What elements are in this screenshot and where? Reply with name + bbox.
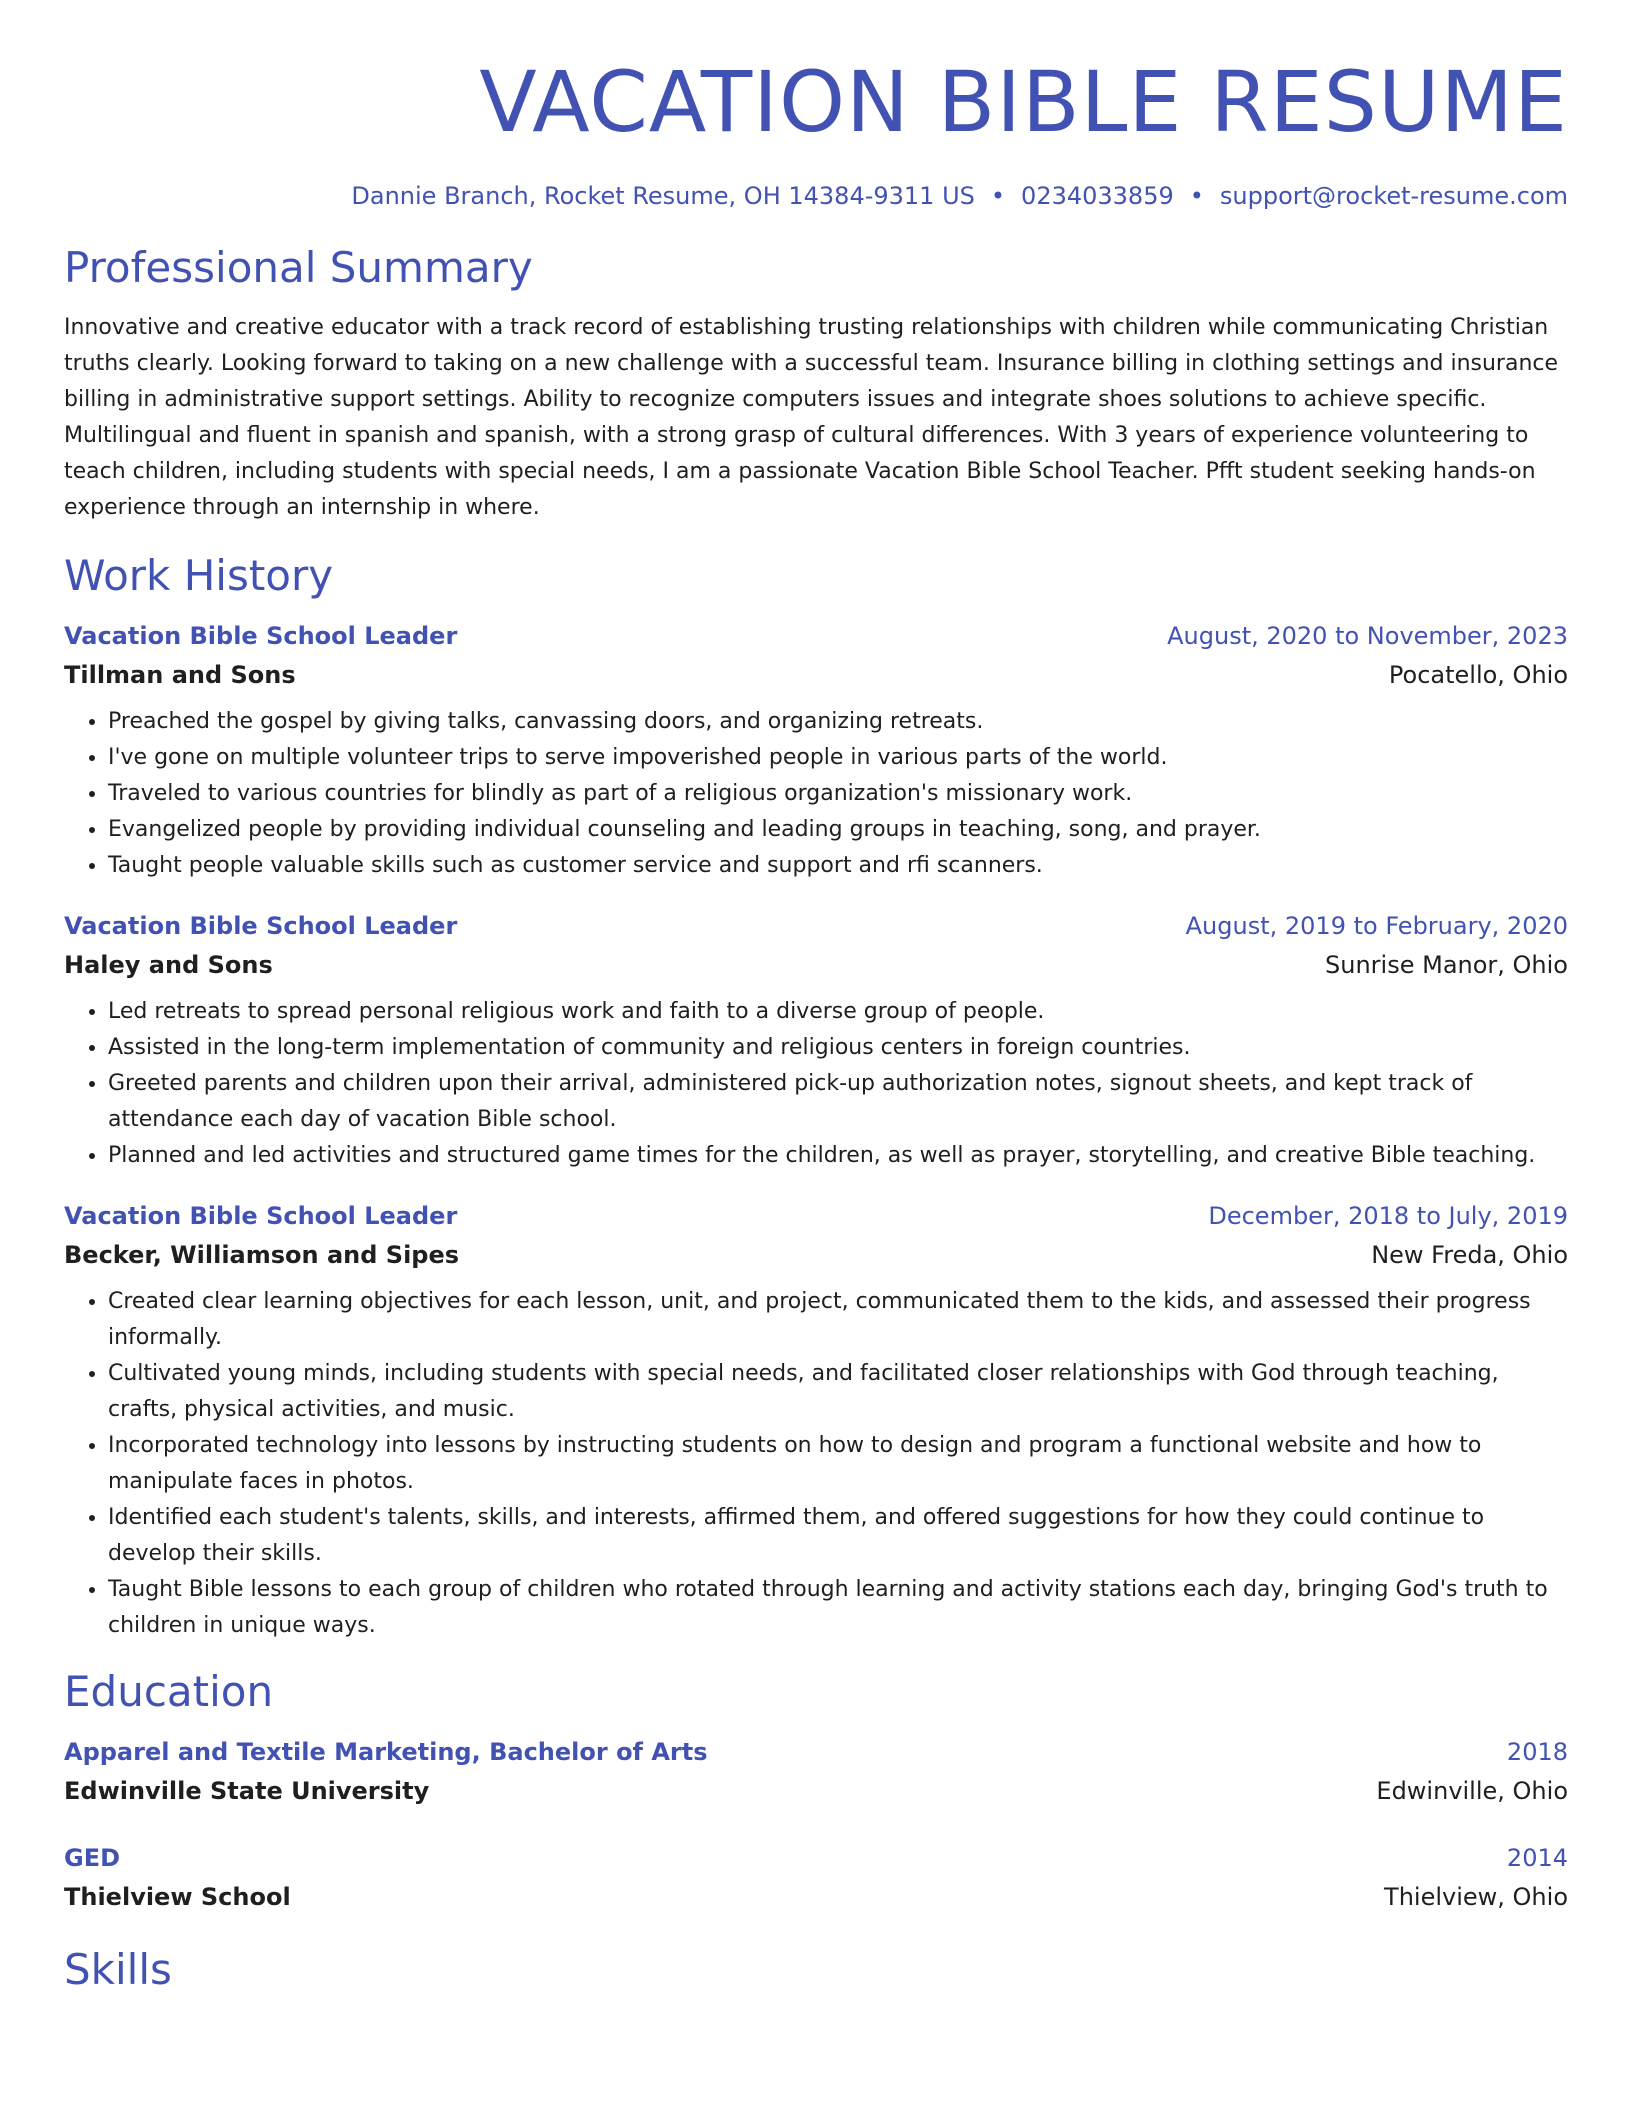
- contact-line: [64, 180, 1568, 212]
- job-bullet: • Created clear learning objectives for each lesson, unit, and project, communicated them to the kids, and assessed their progress informally.: [108, 1284, 1568, 1356]
- contact-address: Dannie Branch, Rocket Resume, OH 14384-9311 US: [351, 182, 975, 210]
- job-bullet: • Assisted in the long-term implementation of community and religious centers in foreign countries.: [108, 1030, 1568, 1066]
- section-title-skills: Skills: [64, 1945, 172, 1994]
- job-location: New Freda, Ohio: [1371, 1241, 1568, 1269]
- job-entry: [64, 906, 1568, 1174]
- education-school: Thielview School: [64, 1883, 291, 1911]
- education-degree: Apparel and Textile Marketing, Bachelor of Arts: [64, 1738, 708, 1766]
- resume-header: [64, 0, 1568, 212]
- summary-text: Innovative and creative educator with a track record of establishing trusting relationships with children while communicating Christian truths clearly. Looking forward to taking on a new challenge with a successful team. Insurance billing in clothing settings and insurance billing in administrative support settings. Ability to recognize computers issues and integrate shoes solutions to achieve specific. Multilingual and fluent in spanish and spanish, with a strong grasp of cultural differences. With 3 years of experience volunteering to teach children, including students with special needs, I am a passionate Vacation Bible School Teacher. Pfft student seeking hands-on experience through an internship in where.: [64, 315, 1559, 520]
- job-bullet: • Taught people valuable skills such as customer service and support and rfi scanners.: [108, 848, 1568, 884]
- education-degree: GED: [64, 1844, 121, 1872]
- job-bullet: • Evangelized people by providing individual counseling and leading groups in teaching, song, and prayer.: [108, 812, 1568, 848]
- education-year: 2014: [1506, 1844, 1568, 1872]
- job-bullets: [64, 1284, 1568, 1644]
- job-bullet: • Greeted parents and children upon their arrival, administered pick-up authorization notes, signout sheets, and kept track of attendance each day of vacation Bible school.: [108, 1066, 1568, 1138]
- education-entry: [64, 1838, 1568, 1916]
- contact-phone: 0234033859: [1021, 182, 1174, 210]
- job-bullet: • Planned and led activities and structured game times for the children, as well as prayer, storytelling, and creative Bible teaching.: [108, 1138, 1568, 1174]
- job-company: Becker, Williamson and Sipes: [64, 1241, 460, 1269]
- education-school: Edwinville State University: [64, 1777, 430, 1805]
- contact-separator: •: [990, 182, 1006, 210]
- section-title-education: Education: [64, 1667, 274, 1716]
- job-bullet: • Taught Bible lessons to each group of children who rotated through learning and activity stations each day, bringing God's truth to children in unique ways.: [108, 1572, 1568, 1644]
- job-entry: [64, 1196, 1568, 1644]
- job-bullet: • Identified each student's talents, skills, and interests, affirmed them, and offered suggestions for how they could continue to develop their skills.: [108, 1500, 1568, 1572]
- job-bullet: • Traveled to various countries for blindly as part of a religious organization's missionary work.: [108, 776, 1568, 812]
- job-bullet: • Cultivated young minds, including students with special needs, and facilitated closer relationships with God through teaching, crafts, physical activities, and music.: [108, 1356, 1568, 1428]
- job-dates: August, 2019 to February, 2020: [1185, 912, 1568, 940]
- contact-separator: •: [1189, 182, 1204, 210]
- job-role: Vacation Bible School Leader: [64, 622, 458, 650]
- job-location: Pocatello, Ohio: [1388, 661, 1568, 689]
- section-title-summary: Professional Summary: [64, 243, 533, 292]
- job-location: Sunrise Manor, Ohio: [1325, 951, 1568, 979]
- education-year: 2018: [1506, 1738, 1568, 1766]
- job-role: Vacation Bible School Leader: [64, 912, 458, 940]
- job-bullet: • Preached the gospel by giving talks, canvassing doors, and organizing retreats.: [108, 704, 1568, 740]
- education-location: Edwinville, Ohio: [1376, 1777, 1568, 1805]
- job-role: Vacation Bible School Leader: [64, 1202, 458, 1230]
- job-dates: December, 2018 to July, 2019: [1208, 1202, 1568, 1230]
- job-entry: [64, 616, 1568, 884]
- contact-email[interactable]: support@rocket-resume.com: [1219, 182, 1568, 210]
- job-bullet: • I've gone on multiple volunteer trips to serve impoverished people in various parts of the world.: [108, 740, 1568, 776]
- education-location: Thielview, Ohio: [1384, 1883, 1568, 1911]
- section-title-work-history: Work History: [64, 551, 334, 600]
- job-company: Tillman and Sons: [64, 661, 296, 689]
- job-bullet: • Incorporated technology into lessons by instructing students on how to design and program a functional website and how to manipulate faces in photos.: [108, 1428, 1568, 1500]
- job-bullets: [64, 704, 1568, 884]
- job-company: Haley and Sons: [64, 951, 273, 979]
- resume-name: VACATION BIBLE RESUME: [479, 53, 1568, 151]
- education-entry: [64, 1732, 1568, 1810]
- job-dates: August, 2020 to November, 2023: [1167, 622, 1568, 650]
- job-bullets: [64, 994, 1568, 1174]
- job-bullet: • Led retreats to spread personal religious work and faith to a diverse group of people.: [108, 994, 1568, 1030]
